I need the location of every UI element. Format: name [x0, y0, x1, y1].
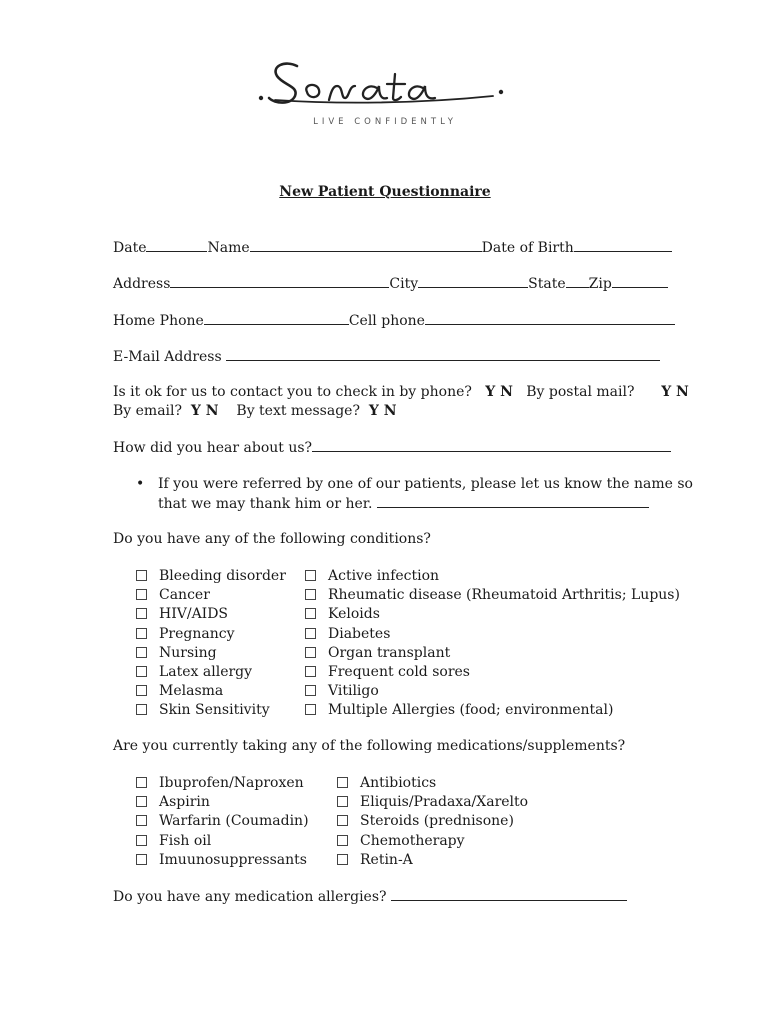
checkbox-icon[interactable]: [337, 815, 348, 826]
state-label: State: [528, 276, 566, 292]
checkbox-icon[interactable]: [305, 570, 316, 581]
checkbox-icon[interactable]: [136, 647, 147, 658]
checkbox-icon[interactable]: [136, 685, 147, 696]
medication-item[interactable]: [337, 813, 528, 832]
medications-question: Are you currently taking any of the following medications/supplements?: [113, 738, 626, 754]
condition-label: Frequent cold sores: [328, 663, 470, 680]
checkbox-icon[interactable]: [136, 628, 147, 639]
contact-phone-question: Is it ok for us to contact you to check in by phone?: [113, 384, 472, 400]
hear-about-field[interactable]: [312, 439, 671, 452]
checkbox-icon[interactable]: [305, 647, 316, 658]
medication-item[interactable]: [136, 813, 309, 832]
state-field[interactable]: [566, 275, 589, 288]
condition-item[interactable]: [136, 702, 286, 721]
hear-about-question: How did you hear about us?: [113, 440, 313, 456]
checkbox-icon[interactable]: [305, 666, 316, 677]
condition-label: Diabetes: [328, 625, 391, 642]
condition-label: Pregnancy: [159, 625, 235, 642]
medication-label: Fish oil: [159, 832, 212, 849]
cell-phone-label: Cell phone: [348, 313, 425, 329]
row-address: [113, 275, 668, 292]
date-field[interactable]: [146, 239, 207, 252]
logo-tagline: LIVE CONFIDENTLY: [313, 117, 457, 127]
referral-line2-wrap: [158, 495, 649, 512]
medication-label: Warfarin (Coumadin): [159, 813, 309, 830]
mail-yn-choice[interactable]: Y N: [661, 384, 689, 400]
condition-item[interactable]: [136, 626, 286, 645]
condition-item[interactable]: [136, 568, 286, 587]
city-field[interactable]: [418, 275, 528, 288]
date-label: Date: [113, 240, 147, 256]
condition-item[interactable]: [305, 626, 680, 645]
row-date-name-dob: [113, 239, 672, 256]
checkbox-icon[interactable]: [337, 835, 348, 846]
phone-yn-choice[interactable]: Y N: [485, 384, 513, 400]
medications-list-right: [337, 775, 528, 871]
condition-item[interactable]: [305, 683, 680, 702]
condition-item[interactable]: [136, 683, 286, 702]
checkbox-icon[interactable]: [305, 589, 316, 600]
medication-label: Imuunosuppressants: [159, 851, 307, 868]
checkbox-icon[interactable]: [136, 835, 147, 846]
condition-item[interactable]: [136, 645, 286, 664]
condition-label: Active infection: [328, 568, 440, 584]
email-field[interactable]: [226, 348, 660, 361]
contact-text-question: By text message?: [236, 403, 360, 419]
conditions-question: Do you have any of the following conditions?: [113, 531, 431, 547]
contact-mail-question: By postal mail?: [526, 384, 635, 400]
checkbox-icon[interactable]: [305, 628, 316, 639]
medication-item[interactable]: [136, 775, 309, 794]
sonata-wordmark-graphic: [255, 52, 515, 112]
page-title: New Patient Questionnaire: [279, 184, 491, 200]
address-label: Address: [113, 276, 171, 292]
allergies-field[interactable]: [391, 888, 627, 901]
medication-item[interactable]: [136, 794, 309, 813]
checkbox-icon[interactable]: [136, 608, 147, 619]
checkbox-icon[interactable]: [337, 796, 348, 807]
medication-label: Eliquis/Pradaxa/Xarelto: [360, 794, 529, 811]
condition-item[interactable]: [305, 587, 680, 606]
condition-label: Keloids: [328, 606, 380, 623]
condition-item[interactable]: [136, 587, 286, 606]
home-phone-label: Home Phone: [113, 313, 204, 329]
email-yn-choice[interactable]: Y N: [190, 403, 219, 419]
checkbox-icon[interactable]: [305, 608, 316, 619]
condition-label: Bleeding disorder: [159, 568, 286, 584]
row-hear-about: [113, 439, 671, 456]
condition-item[interactable]: [305, 664, 680, 683]
conditions-list-right: [305, 568, 680, 722]
contact-preferences-row1: [113, 384, 689, 400]
checkbox-icon[interactable]: [136, 854, 147, 865]
medication-label: Aspirin: [159, 794, 210, 811]
condition-item[interactable]: [305, 568, 680, 587]
sonata-logo: [0, 52, 770, 112]
medication-item[interactable]: [337, 794, 528, 813]
dob-field[interactable]: [574, 239, 672, 252]
medication-label: Retin-A: [360, 851, 413, 868]
medication-item[interactable]: [136, 833, 309, 852]
referral-line2: that we may thank him or her.: [158, 496, 373, 512]
contact-email-question: By email?: [113, 403, 183, 419]
condition-item[interactable]: [136, 664, 286, 683]
checkbox-icon[interactable]: [136, 815, 147, 826]
zip-field[interactable]: [612, 275, 668, 288]
condition-label: Organ transplant: [328, 644, 451, 661]
condition-label: Cancer: [159, 587, 210, 604]
medication-item[interactable]: [337, 833, 528, 852]
contact-preferences-row2: [113, 403, 397, 419]
condition-label: Melasma: [159, 683, 224, 700]
conditions-list-left: [136, 568, 286, 722]
condition-label: Rheumatic disease (Rheumatoid Arthritis; Lupus): [328, 587, 680, 604]
dob-label: Date of Birth: [481, 240, 574, 256]
email-label: E-Mail Address: [113, 349, 222, 365]
checkbox-icon[interactable]: [136, 704, 147, 715]
checkbox-icon[interactable]: [136, 796, 147, 807]
home-phone-field[interactable]: [204, 312, 349, 325]
checkbox-icon[interactable]: [337, 777, 348, 788]
condition-item[interactable]: [305, 645, 680, 664]
medication-item[interactable]: [337, 852, 528, 871]
condition-label: Multiple Allergies (food; environmental): [328, 702, 614, 719]
condition-label: Nursing: [159, 644, 217, 661]
text-yn-choice[interactable]: Y N: [368, 403, 397, 419]
name-field[interactable]: [250, 239, 482, 252]
condition-label: Latex allergy: [159, 663, 253, 680]
row-medication-allergies: [113, 888, 627, 905]
medication-label: Steroids (prednisone): [360, 813, 514, 830]
condition-label: HIV/AIDS: [159, 606, 229, 623]
medication-label: Ibuprofen/Naproxen: [159, 775, 304, 791]
medication-label: Antibiotics: [360, 775, 437, 791]
medication-item[interactable]: [136, 852, 309, 871]
medication-item[interactable]: [337, 775, 528, 794]
condition-label: Vitiligo: [328, 683, 379, 700]
city-label: City: [389, 276, 419, 292]
checkbox-icon[interactable]: [305, 704, 316, 715]
address-field[interactable]: [170, 275, 389, 288]
referral-line1: If you were referred by one of our patients, please let us know the name so: [158, 476, 693, 492]
checkbox-icon[interactable]: [305, 685, 316, 696]
allergies-question: Do you have any medication allergies?: [113, 889, 387, 905]
zip-label: Zip: [588, 276, 612, 292]
condition-item[interactable]: [136, 606, 286, 625]
checkbox-icon[interactable]: [136, 589, 147, 600]
medication-label: Chemotherapy: [360, 832, 465, 849]
row-phones: [113, 312, 675, 329]
checkbox-icon[interactable]: [136, 777, 147, 788]
cell-phone-field[interactable]: [425, 312, 675, 325]
row-email: [113, 348, 660, 365]
medications-list-left: [136, 775, 309, 871]
bullet-icon: •: [136, 476, 145, 492]
condition-item[interactable]: [305, 702, 680, 721]
condition-label: Skin Sensitivity: [159, 702, 270, 719]
checkbox-icon[interactable]: [337, 854, 348, 865]
name-label: Name: [207, 240, 250, 256]
referral-name-field[interactable]: [377, 495, 649, 508]
condition-item[interactable]: [305, 606, 680, 625]
checkbox-icon[interactable]: [136, 666, 147, 677]
checkbox-icon[interactable]: [136, 570, 147, 581]
